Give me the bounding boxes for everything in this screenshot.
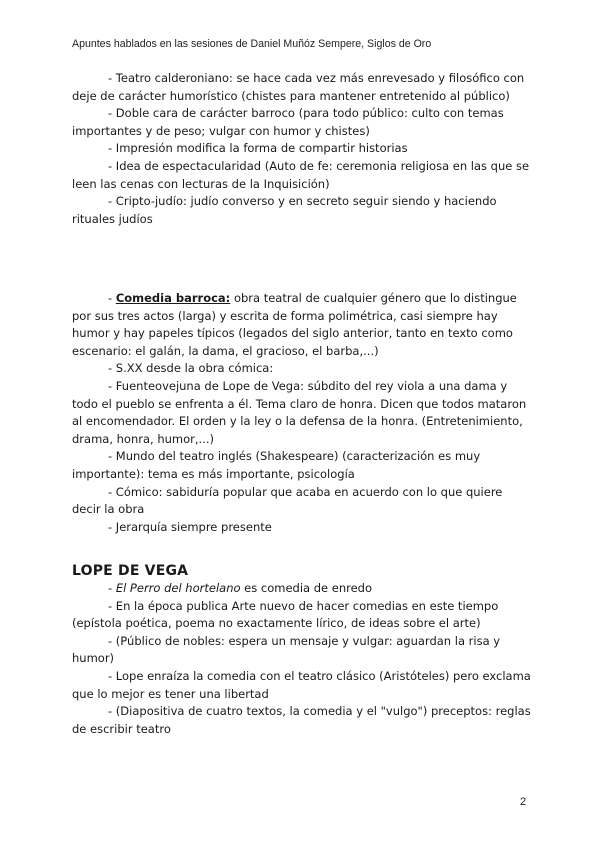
list-item: - S.XX desde la obra cómica: (108, 361, 274, 376)
list-item: - Mundo del teatro inglés (Shakespeare) (caracterización es muy importante): tema es más importante, psicología (72, 449, 481, 481)
perro-title: El Perro del hortelano (115, 581, 241, 595)
section-lope-notes (72, 580, 532, 738)
list-item: - (Diapositiva de cuatro textos, la comedia y el "vulgo") preceptos: reglas de escribir teatro (72, 704, 531, 736)
list-item: - Lope enraíza la comedia con el teatro clásico (Aristóteles) pero exclama que lo mejor es tener una libertad (72, 668, 531, 701)
section-calderon-notes (72, 70, 532, 228)
comedia-prefix: - (108, 291, 116, 305)
comedia-term: Comedia barroca: (115, 291, 231, 305)
page-number: 2 (520, 796, 527, 808)
list-item: - (Público de nobles: espera un mensaje y vulgar: aguardan la risa y humor) (72, 633, 501, 666)
list-item: - Cómico: sabiduría popular que acaba en acuerdo con lo que quiere decir la obra (72, 484, 503, 517)
list-item: - Impresión modifica la forma de compartir historias (108, 141, 408, 156)
list-item: - En la época publica Arte nuevo de hacer comedias en este tiempo (epístola poética, poema no exactamente lírico, de ideas sobre el arte) (72, 598, 499, 631)
list-item: - Cripto-judío: judío converso y en secreto seguir siendo y haciendo rituales judíos (72, 194, 497, 226)
list-item: - Doble cara de carácter barroco (para todo público: culto con temas importantes y de peso; vulgar con humor y chistes) (72, 106, 504, 138)
section-heading-lope: LOPE DE VEGA (72, 563, 189, 579)
section-comedia-barroca (72, 290, 532, 536)
list-item: - Idea de espectacularidad (Auto de fe: ceremonia religiosa en las que se leen las cenas con lecturas de la Inquisición) (72, 158, 530, 191)
comedia-definition (72, 290, 532, 360)
perro-prefix: - (108, 581, 116, 595)
perro-text: es comedia de enredo (240, 581, 373, 595)
list-item: - Fuenteovejuna de Lope de Vega: súbdito del rey viola a una dama y todo el pueblo se enfrenta a él. Tema claro de honra. Dicen que todos mataron al encomendador. El orden y la ley o la defensa de la honra. (Entretenimiento, drama, honra, humor,...) (72, 378, 527, 446)
comedia-text: obra teatral de cualquier género que lo distingue por sus tres actos (larga) y escrita de forma polimétrica, casi siempre hay humor y hay papeles típicos (legados del siglo anterior, tanto en texto como escenario: el galán, la dama, el gracioso, el barba,...) (72, 291, 517, 358)
list-item: - Jerarquía siempre presente (108, 519, 272, 534)
perro-line (72, 580, 532, 598)
list-item: - Teatro calderoniano: se hace cada vez más enrevesado y filosófico con deje de carácter humorístico (chistes para mantener entretenido al público) (72, 71, 525, 103)
page-header: Apuntes hablados en las sesiones de Daniel Muñóz Sempere, Siglos de Oro (72, 38, 432, 50)
